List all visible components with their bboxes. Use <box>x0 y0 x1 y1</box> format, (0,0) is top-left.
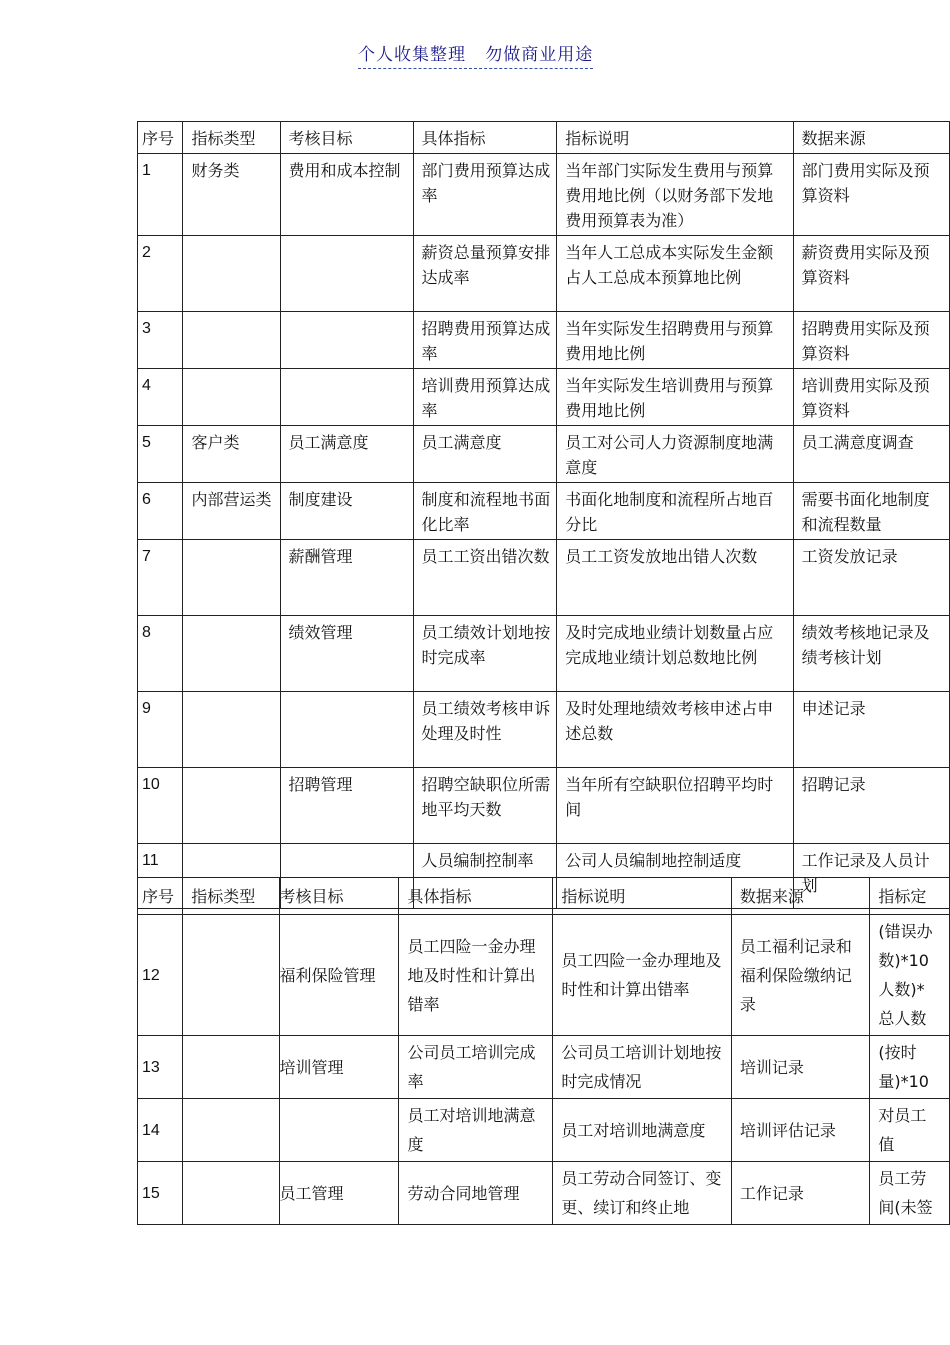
indicator-description-cell: 当年所有空缺职位招聘平均时间 <box>557 768 793 844</box>
indicator-type-cell <box>183 369 280 426</box>
indicator-type-cell <box>183 540 280 616</box>
data-source-cell: 工作记录及人员计划 <box>793 844 949 909</box>
specific-indicator-cell: 员工四险一金办理地及时性和计算出错率 <box>399 915 553 1036</box>
row-number-cell: 14 <box>138 1099 183 1162</box>
specific-indicator-cell: 招聘费用预算达成率 <box>413 312 557 369</box>
table-header-row <box>138 122 950 154</box>
indicator-type-cell: 财务类 <box>183 154 280 236</box>
table-row <box>138 1162 950 1225</box>
data-source-cell: 招聘费用实际及预算资料 <box>793 312 949 369</box>
indicator-type-cell <box>183 1036 279 1099</box>
assessment-goal-cell: 培训管理 <box>279 1036 399 1099</box>
table-row <box>138 369 950 426</box>
header-cell: 考核目标 <box>280 122 413 154</box>
indicator-description-cell: 公司员工培训计划地按时完成情况 <box>553 1036 732 1099</box>
header-cell: 考核目标 <box>279 878 399 915</box>
header-cell: 指标定 <box>870 878 950 915</box>
indicator-type-cell <box>183 616 280 692</box>
indicator-description-cell: 书面化地制度和流程所占地百分比 <box>557 483 793 540</box>
assessment-goal-cell <box>280 312 413 369</box>
data-source-cell: 培训记录 <box>731 1036 870 1099</box>
specific-indicator-cell: 员工工资出错次数 <box>413 540 557 616</box>
table-row <box>138 616 950 692</box>
indicator-definition-cell: (错误办 数)*10 人数)* 总人数 <box>870 915 950 1036</box>
header-cell: 指标类型 <box>183 878 279 915</box>
specific-indicator-cell: 制度和流程地书面化比率 <box>413 483 557 540</box>
indicator-type-cell: 内部营运类 <box>183 483 280 540</box>
assessment-goal-cell <box>280 692 413 768</box>
header-cell: 指标类型 <box>183 122 280 154</box>
assessment-goal-cell: 招聘管理 <box>280 768 413 844</box>
indicator-type-cell: 客户类 <box>183 426 280 483</box>
specific-indicator-cell: 员工满意度 <box>413 426 557 483</box>
data-source-cell: 工资发放记录 <box>793 540 949 616</box>
assessment-goal-cell: 员工满意度 <box>280 426 413 483</box>
row-number-cell: 3 <box>138 312 183 369</box>
row-number-cell: 6 <box>138 483 183 540</box>
indicator-description-cell: 当年实际发生招聘费用与预算费用地比例 <box>557 312 793 369</box>
indicator-description-cell: 当年部门实际发生费用与预算费用地比例（以财务部下发地费用预算表为准） <box>557 154 793 236</box>
assessment-goal-cell: 员工管理 <box>279 1162 399 1225</box>
indicator-definition-cell: 对员工 值 <box>870 1099 950 1162</box>
indicator-description-cell: 当年人工总成本实际发生金额占人工总成本预算地比例 <box>557 236 793 312</box>
specific-indicator-cell: 公司员工培训完成率 <box>399 1036 553 1099</box>
table-row <box>138 915 950 1036</box>
indicator-type-cell <box>183 1162 279 1225</box>
specific-indicator-cell: 招聘空缺职位所需地平均天数 <box>413 768 557 844</box>
indicator-description-cell: 员工劳动合同签订、变更、续订和终止地 <box>553 1162 732 1225</box>
row-number-cell: 4 <box>138 369 183 426</box>
table-row <box>138 236 950 312</box>
indicator-description-cell: 员工对公司人力资源制度地满意度 <box>557 426 793 483</box>
indicator-type-cell <box>183 236 280 312</box>
row-number-cell: 8 <box>138 616 183 692</box>
data-source-cell: 招聘记录 <box>793 768 949 844</box>
indicator-type-cell <box>183 312 280 369</box>
kpi-table-2 <box>137 877 950 1225</box>
row-number-cell: 7 <box>138 540 183 616</box>
table-row <box>138 426 950 483</box>
table-row <box>138 312 950 369</box>
specific-indicator-cell: 劳动合同地管理 <box>399 1162 553 1225</box>
specific-indicator-cell: 员工对培训地满意度 <box>399 1099 553 1162</box>
assessment-goal-cell <box>280 236 413 312</box>
data-source-cell: 工作记录 <box>731 1162 870 1225</box>
assessment-goal-cell <box>280 369 413 426</box>
indicator-description-cell: 及时处理地绩效考核申述占申述总数 <box>557 692 793 768</box>
indicator-type-cell <box>183 692 280 768</box>
assessment-goal-cell: 福利保险管理 <box>279 915 399 1036</box>
kpi-table-1 <box>137 121 950 909</box>
table-row <box>138 483 950 540</box>
data-source-cell: 员工福利记录和福利保险缴纳记录 <box>731 915 870 1036</box>
specific-indicator-cell: 培训费用预算达成率 <box>413 369 557 426</box>
table-row <box>138 692 950 768</box>
row-number-cell: 1 <box>138 154 183 236</box>
indicator-type-cell <box>183 768 280 844</box>
specific-indicator-cell: 薪资总量预算安排达成率 <box>413 236 557 312</box>
table-row <box>138 540 950 616</box>
indicator-definition-cell: (按时 量)*10 <box>870 1036 950 1099</box>
indicator-description-cell: 当年实际发生培训费用与预算费用地比例 <box>557 369 793 426</box>
header-cell: 指标说明 <box>557 122 793 154</box>
specific-indicator-cell: 人员编制控制率 <box>413 844 557 909</box>
table-row <box>138 154 950 236</box>
row-number-cell: 15 <box>138 1162 183 1225</box>
assessment-goal-cell: 制度建设 <box>280 483 413 540</box>
specific-indicator-cell: 员工绩效考核申诉处理及时性 <box>413 692 557 768</box>
data-source-cell: 培训费用实际及预算资料 <box>793 369 949 426</box>
data-source-cell: 绩效考核地记录及绩考核计划 <box>793 616 949 692</box>
table-row <box>138 1036 950 1099</box>
header-cell: 序号 <box>138 878 183 915</box>
assessment-goal-cell <box>279 1099 399 1162</box>
header-cell: 数据来源 <box>731 878 870 915</box>
indicator-definition-cell: 员工劳 间(未签 <box>870 1162 950 1225</box>
specific-indicator-cell: 部门费用预算达成率 <box>413 154 557 236</box>
indicator-description-cell: 及时完成地业绩计划数量占应完成地业绩计划总数地比例 <box>557 616 793 692</box>
indicator-description-cell: 员工四险一金办理地及时性和计算出错率 <box>553 915 732 1036</box>
table-row <box>138 1099 950 1162</box>
row-number-cell: 11 <box>138 844 183 909</box>
data-source-cell: 需要书面化地制度和流程数量 <box>793 483 949 540</box>
assessment-goal-cell: 绩效管理 <box>280 616 413 692</box>
page-header: 个人收集整理 勿做商业用途 <box>358 40 593 69</box>
data-source-cell: 员工满意度调查 <box>793 426 949 483</box>
header-cell: 指标说明 <box>553 878 732 915</box>
specific-indicator-cell: 员工绩效计划地按时完成率 <box>413 616 557 692</box>
data-source-cell: 培训评估记录 <box>731 1099 870 1162</box>
indicator-description-cell: 员工对培训地满意度 <box>553 1099 732 1162</box>
indicator-type-cell <box>183 1099 279 1162</box>
header-cell: 具体指标 <box>399 878 553 915</box>
row-number-cell: 9 <box>138 692 183 768</box>
assessment-goal-cell: 费用和成本控制 <box>280 154 413 236</box>
row-number-cell: 2 <box>138 236 183 312</box>
header-cell: 具体指标 <box>413 122 557 154</box>
header-cell: 序号 <box>138 122 183 154</box>
indicator-description-cell: 公司人员编制地控制适度 <box>557 844 793 909</box>
row-number-cell: 10 <box>138 768 183 844</box>
row-number-cell: 13 <box>138 1036 183 1099</box>
table-row <box>138 768 950 844</box>
table-header-row <box>138 878 950 915</box>
indicator-description-cell: 员工工资发放地出错人次数 <box>557 540 793 616</box>
header-cell: 数据来源 <box>793 122 949 154</box>
row-number-cell: 5 <box>138 426 183 483</box>
row-number-cell: 12 <box>138 915 183 1036</box>
assessment-goal-cell: 薪酬管理 <box>280 540 413 616</box>
data-source-cell: 部门费用实际及预算资料 <box>793 154 949 236</box>
indicator-type-cell <box>183 915 279 1036</box>
data-source-cell: 申述记录 <box>793 692 949 768</box>
data-source-cell: 薪资费用实际及预算资料 <box>793 236 949 312</box>
